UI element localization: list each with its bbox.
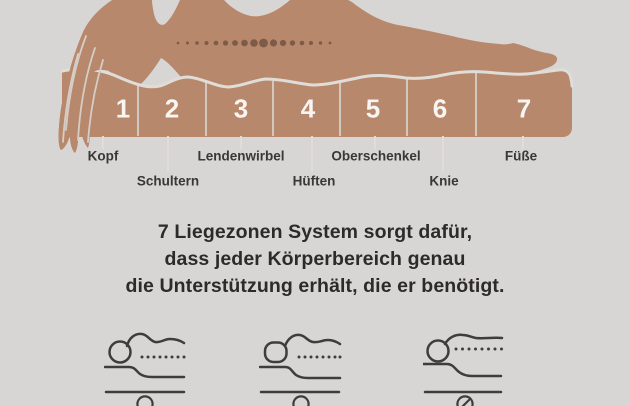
- headline: [0, 219, 630, 300]
- sleeper-body-icon: [445, 335, 502, 344]
- sleeper-body-icon: [127, 334, 184, 346]
- sleeper-posture-icon-3: [423, 320, 513, 406]
- zone-label-oberschenkel: Oberschenkel: [331, 148, 421, 164]
- rating-circle-icon: [137, 396, 152, 406]
- rating-circle-icon: [293, 396, 308, 406]
- mattress-surface-line: [260, 367, 340, 378]
- mattress-surface-line: [105, 367, 184, 377]
- zone-number-5: 5: [365, 93, 381, 124]
- headline-line-2: dass jeder Körperbereich genau: [164, 248, 466, 270]
- zone-number-6: 6: [432, 93, 448, 124]
- label-ticks: [103, 136, 523, 171]
- zone-number-4: 4: [300, 93, 316, 124]
- zone-label-kopf: Kopf: [87, 148, 119, 164]
- posture-icons-row: [0, 320, 630, 406]
- sleeper-spine-dots: [141, 356, 186, 359]
- headline-line-1: 7 Liegezonen System sorgt dafür,: [157, 221, 473, 243]
- zone-number-7: 7: [516, 93, 532, 124]
- sleeper-posture-icon-2: [259, 320, 349, 406]
- zone-number-2: 2: [164, 93, 180, 124]
- sleeper-spine-dots: [455, 348, 504, 351]
- zone-label-hueften: Hüften: [292, 173, 336, 189]
- sleeper-body-icon: [285, 335, 340, 346]
- zone-label-knie: Knie: [429, 173, 459, 189]
- sleeper-posture-icon-1: [104, 320, 194, 406]
- headline-line-3: die Unterstützung erhält, die er benötigt.: [125, 275, 505, 297]
- zone-number-1: 1: [115, 93, 131, 124]
- mattress-surface-line: [423, 364, 501, 376]
- sleeper-head-icon: [265, 343, 287, 363]
- zone-number-3: 3: [233, 93, 249, 124]
- sleeper-spine-dots: [298, 356, 342, 359]
- zone-label-lendenwirbel: Lendenwirbel: [197, 148, 285, 164]
- zone-label-fuesse: Füße: [504, 148, 538, 164]
- zone-label-schultern: Schultern: [136, 173, 200, 189]
- rating-check-mark-icon: [461, 400, 469, 406]
